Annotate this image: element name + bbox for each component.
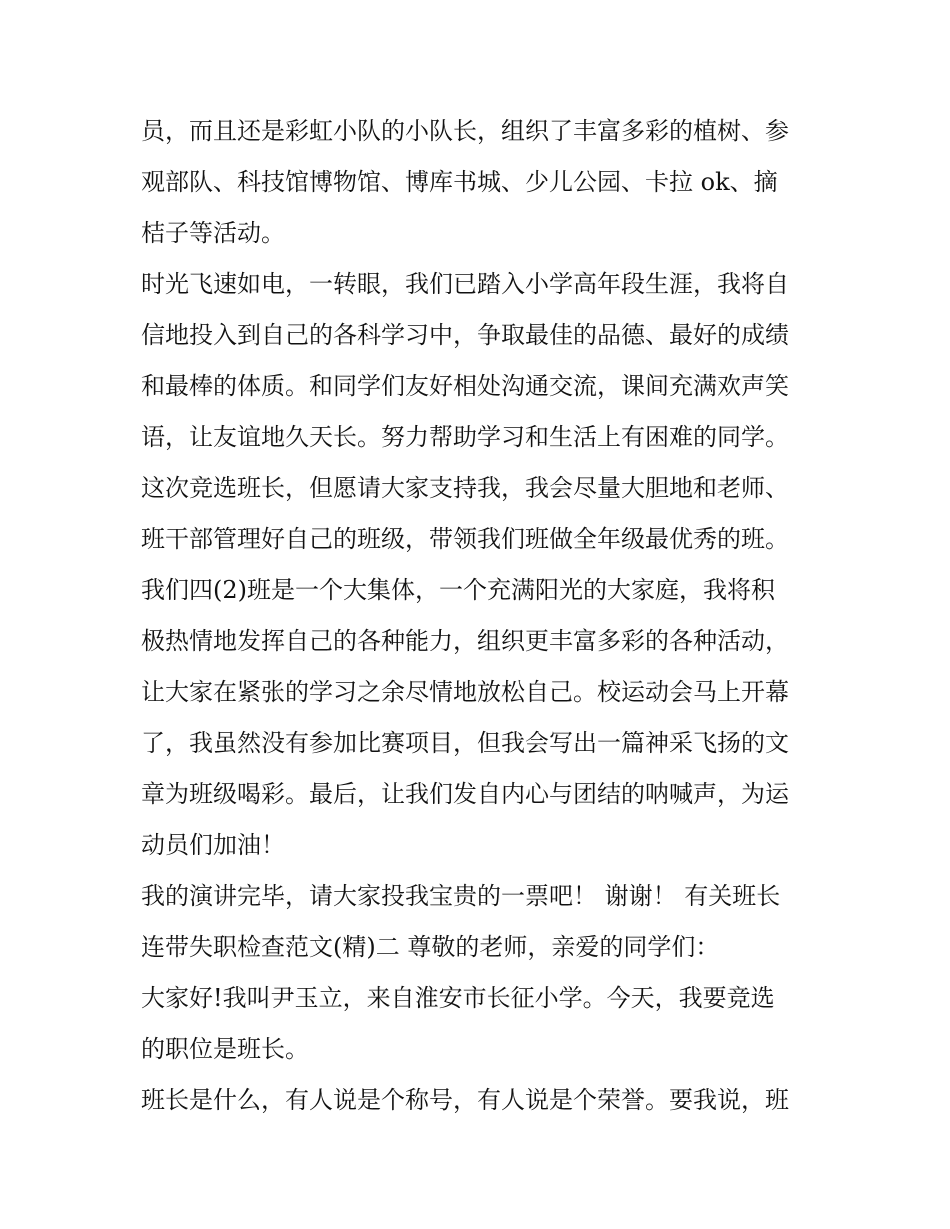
text-line: 语，让友谊地久天长。努力帮助学习和生活上有困难的同学。	[141, 423, 789, 451]
text-line: 了，我虽然没有参加比赛项目，但我会写出一篇神采飞扬的文	[141, 729, 789, 757]
text-line: 我的演讲完毕，请大家投我宝贵的一票吧！ 谢谢！ 有关班长	[141, 882, 781, 910]
text-line: 员，而且还是彩虹小队的小队长，组织了丰富多彩的植树、参	[141, 117, 789, 145]
text-line: 我们四(2)班是一个大集体，一个充满阳光的大家庭，我将积	[141, 576, 775, 604]
text-line: 班长是什么，有人说是个称号，有人说是个荣誉。要我说，班	[141, 1086, 789, 1114]
text-line: 时光飞速如电，一转眼，我们已踏入小学高年段生涯，我将自	[141, 270, 789, 298]
text-line: 动员们加油！	[141, 831, 285, 859]
text-line: 章为班级喝彩。最后，让我们发自内心与团结的呐喊声，为运	[141, 780, 789, 808]
text-line: 的职位是班长。	[141, 1035, 309, 1063]
text-line: 观部队、科技馆博物馆、博库书城、少儿公园、卡拉 ok、摘	[141, 168, 778, 196]
text-line: 让大家在紧张的学习之余尽情地放松自己。校运动会马上开幕	[141, 678, 789, 706]
document-body	[141, 106, 831, 1126]
text-line: 这次竞选班长，但愿请大家支持我，我会尽量大胆地和老师、	[141, 474, 789, 502]
text-line: 桔子等活动。	[141, 219, 285, 247]
text-line: 信地投入到自己的各科学习中，争取最佳的品德、最好的成绩	[141, 321, 789, 349]
text-line: 连带失职检查范文(精)二 尊敬的老师，亲爱的同学们：	[141, 933, 720, 961]
text-line: 和最棒的体质。和同学们友好相处沟通交流，课间充满欢声笑	[141, 372, 789, 400]
text-line: 班干部管理好自己的班级，带领我们班做全年级最优秀的班。	[141, 525, 789, 553]
text-line: 大家好!我叫尹玉立，来自淮安市长征小学。今天，我要竞选	[141, 984, 775, 1012]
text-line: 极热情地发挥自己的各种能力，组织更丰富多彩的各种活动，	[141, 627, 789, 655]
